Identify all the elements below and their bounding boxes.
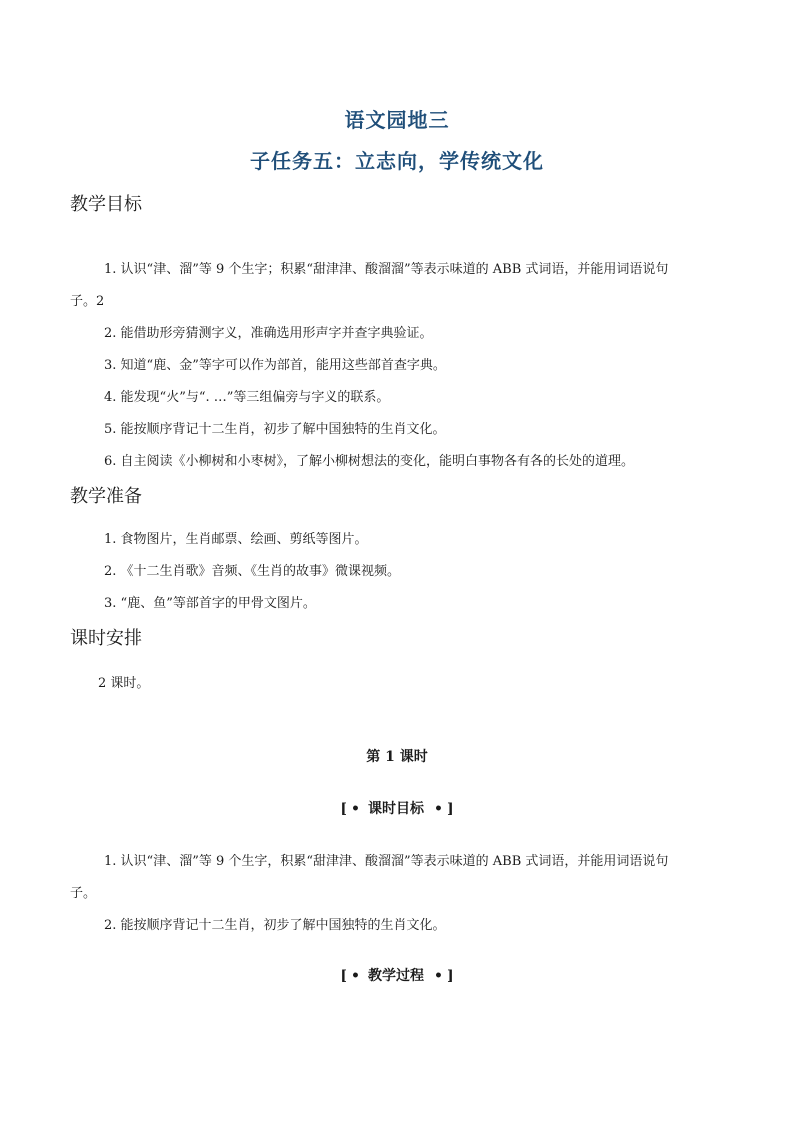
lesson-goal-item-2: 2. 能按顺序背记十二生肖，初步了解中国独特的生肖文化。 xyxy=(104,918,446,933)
document-title: 语文园地三 xyxy=(344,108,450,132)
objective-item-6: 6. 自主阅读《小柳树和小枣树》，了解小柳树想法的变化，能明白事物各有各的长处的道理。 xyxy=(104,454,635,469)
preparation-heading: 教学准备 xyxy=(70,486,142,507)
lesson-process-label: [ • 教学过程 • ] xyxy=(340,968,454,984)
lesson-goal-item-1: 1. 认识“津、溜”等 9 个生字，积累“甜津津、酸溜溜”等表示味道的 ABB 式词语，并能用词语说句 xyxy=(104,854,669,869)
objective-item-4: 4. 能发现“火”与“. …”等三组偏旁与字义的联系。 xyxy=(104,390,390,405)
lesson-goals-label: [ • 课时目标 • ] xyxy=(340,801,454,817)
document-subtitle: 子任务五：立志向，学传统文化 xyxy=(250,149,544,173)
preparation-item-3: 3. “鹿、鱼”等部首字的甲骨文图片。 xyxy=(104,596,316,611)
preparation-item-2: 2. 《十二生肖歌》音频、《生肖的故事》微课视频。 xyxy=(104,564,401,579)
schedule-heading: 课时安排 xyxy=(70,628,142,649)
objective-item-2: 2. 能借助形旁猜测字义，准确选用形声字并查字典验证。 xyxy=(104,326,433,341)
objectives-heading: 教学目标 xyxy=(70,194,142,215)
objective-item-1: 1. 认识“津、溜”等 9 个生字；积累“甜津津、酸溜溜”等表示味道的 ABB 式词语，并能用词语说句 xyxy=(104,262,669,277)
objective-item-5: 5. 能按顺序背记十二生肖，初步了解中国独特的生肖文化。 xyxy=(104,422,446,437)
lesson-title: 第 1 课时 xyxy=(366,749,428,765)
objective-item-1-continued: 子。2 xyxy=(70,294,105,309)
lesson-goal-item-1-continued: 子。 xyxy=(70,886,97,901)
schedule-text: 2 课时。 xyxy=(98,676,150,691)
objective-item-3: 3. 知道“鹿、金”等字可以作为部首，能用这些部首查字典。 xyxy=(104,358,446,373)
preparation-item-1: 1. 食物图片，生肖邮票、绘画、剪纸等图片。 xyxy=(104,532,368,547)
